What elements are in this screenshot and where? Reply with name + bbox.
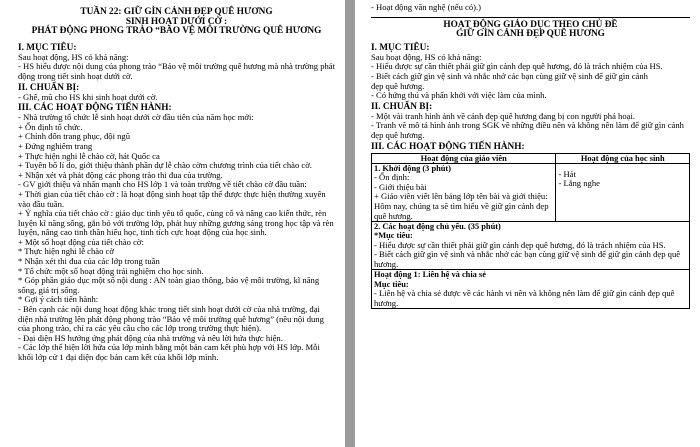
text-line: - Đại diện HS hưởng ứng phát động của nhà trường và nêu lời hứa thực hiện. bbox=[18, 332, 283, 343]
text-line: - Các lớp thể hiện lời hứa của lớp mình bằng một bản cam kết phù hợp với HS lớp. Mỗi khối lớp cử 1 đại diện đọc bản cam kết của khối lớp mình. bbox=[18, 342, 320, 362]
document-page-right bbox=[355, 0, 700, 447]
table-header-student: Hoạt động của học sinh bbox=[556, 153, 690, 163]
text-line: + Thực hiện nghi lễ chào cờ, hát Quốc ca bbox=[18, 150, 160, 161]
section-heading-objectives: I. MỤC TIÊU: bbox=[18, 42, 77, 53]
row-body bbox=[374, 241, 687, 270]
text-line: - Biết cách giữ gìn vệ sinh và nhắc nhở các bạn cùng giữ vệ sinh để giữ gìn cảnh bbox=[371, 70, 648, 81]
section-objectives-body bbox=[18, 53, 335, 82]
text-line: - Hát bbox=[558, 168, 576, 179]
text-line: + Một số hoạt động của tiết chào cờ: bbox=[18, 236, 144, 247]
student-activity-list bbox=[558, 164, 687, 189]
text-line: * Tổ chức một số hoạt động trải nghiệm cho học sinh. bbox=[18, 265, 204, 276]
text-line: - HS hiểu được nội dung của phong trào “Bảo vệ môi trường quê hương mà nhà trường phát động trong tiết sinh hoạt dưới cờ. bbox=[18, 61, 335, 81]
text-line: - Hiểu được sự cần thiết phải giữ gìn cảnh đẹp quê hương, đó là trách nhiệm của HS. bbox=[371, 61, 663, 72]
row-subtitle: Mục tiêu: bbox=[374, 279, 409, 289]
text-line: - Biết cách giữ gìn vệ sinh và nhắc nhở các bạn cùng giữ vệ sinh để giữ gìn cảnh đẹp quê hương. bbox=[374, 249, 681, 269]
text-line: * Gợi ý cách tiến hành: bbox=[18, 294, 99, 305]
text-line: đẹp quê hương. bbox=[371, 80, 425, 91]
section-activities-body bbox=[18, 113, 335, 362]
section-heading-activities: III. CÁC HOẠT ĐỘNG TIẾN HÀNH: bbox=[371, 141, 525, 152]
text-line: * Góp phần giáo dục một số nội dung : AN toàn giao thông, bảo vệ môi trường, kĩ năng sống, giá trị sống. bbox=[18, 275, 320, 295]
doc-title-line: TUẦN 22: GIỮ GÌN CẢNH ĐẸP QUÊ HƯƠNG bbox=[80, 7, 273, 17]
doc-title-line: SINH HOẠT DƯỚI CỜ : bbox=[125, 16, 228, 27]
teacher-activity-list bbox=[374, 173, 553, 221]
text-line: + Đứng nghiêm trang bbox=[18, 140, 93, 151]
text-line: + Giáo viên viết lên bảng lớp tên bài và giới thiệu: Hôm nay, chúng ta sẽ tìm hiểu về giữ gìn cảnh đẹp quê hương. bbox=[374, 191, 549, 221]
section-heading-activities: III. CÁC HOẠT ĐỘNG TIẾN HÀNH: bbox=[18, 103, 172, 114]
text-line: - Có hứng thú và phấn khởi với việc làm của mình. bbox=[371, 90, 547, 101]
text-line: + Ổn định tổ chức. bbox=[18, 121, 83, 132]
text-line: - Nhà trường tổ chức lễ sinh hoạt dưới cờ đầu tiên của năm học mới: bbox=[18, 112, 254, 123]
text-line: * Thực hiện nghi lễ chào cờ bbox=[18, 246, 114, 257]
text-line: - GV giới thiệu và nhấn mạnh cho HS lớp 1 và toàn trường về tiết chào cờ đầu tuần: bbox=[18, 179, 307, 190]
text-line: Sau hoạt động, HS có khả năng: bbox=[18, 51, 129, 62]
text-line: - Lắng nghe bbox=[558, 178, 600, 189]
row-body bbox=[374, 289, 687, 308]
doc-title-line: GIỮ GÌN CẢNH ĐẸP QUÊ HƯƠNG bbox=[456, 29, 605, 40]
text-line: + Tuyên bố lí do, giới thiệu thành phần dự lễ chào cờm chương trình của tiết chào cờ. bbox=[18, 160, 312, 171]
row-subtitle: *Mục tiêu: bbox=[374, 231, 413, 241]
table-cell-span bbox=[372, 222, 690, 270]
doc-title-line: PHÁT ĐỘNG PHONG TRÀO “BẢO VỆ MÔI TRƯỜNG QUÊ HƯƠNG bbox=[31, 26, 322, 37]
text-line: + Nhận xét và phát động các phong trào thi đua của trường. bbox=[18, 169, 223, 180]
table-cell-span bbox=[372, 270, 690, 309]
text-line: * Nhận xét thi đua của các lớp trong tuần bbox=[18, 256, 160, 267]
section-objectives-body bbox=[371, 53, 690, 101]
doc-title-line: HOẠT ĐỘNG GIÁO DỤC THEO CHỦ ĐỀ bbox=[443, 19, 618, 30]
section-heading-preparation: II. CHUẨN BỊ: bbox=[18, 82, 80, 93]
section-preparation-body bbox=[371, 112, 690, 141]
document-page-left bbox=[0, 0, 345, 447]
text-line: - Một vài tranh hình ảnh về cảnh đẹp quê hương đang bị con người phá hoại. bbox=[371, 110, 635, 121]
text-line: + Thời gian của tiết chào cờ : là hoạt động sinh hoạt tập thể được thực hiện thường xuyên vào đầu tuần. bbox=[18, 188, 326, 209]
table-header-teacher: Hoạt động của giáo viên bbox=[372, 153, 556, 163]
row-title: 1. Khởi động (3 phút) bbox=[374, 163, 452, 173]
row-title: 2. Các hoạt động chủ yếu. (35 phút) bbox=[374, 222, 501, 232]
text-line: - Ổn định: bbox=[374, 172, 410, 183]
section-preparation-body bbox=[18, 93, 335, 103]
text-line: - Bên cạnh các nội dung hoạt động khác trong tiết sinh hoạt dưới cờ của nhà trường, đại diện nhà trường lên phát động phong trào “Bảo vệ môi trường quê hương” (nêu nội dung của phong trào, chỉ ra các yêu cầu cho các lớp trong trường thực hiện). bbox=[18, 304, 324, 334]
text-line: - Hiểu được sự cần thiết phải giữ gìn cảnh đẹp quê hương, đó là trách nhiệm của HS. bbox=[374, 239, 666, 250]
text-line: + Ý nghĩa của tiết chào cờ : giáo dục tinh yêu tổ quốc, củng cố và nâng cao kiến thức, rèn luyện kĩ năng sống, gắn bó với trường lớp, phát huy những gương sáng trong học tập và rèn luyện, nâng cao tinh thần hiếu học, tinh tích cực hoạt động của học sinh. bbox=[18, 208, 334, 238]
activities-table bbox=[371, 153, 690, 310]
text-line: - Ghế, mũ cho HS khi sinh hoạt dưới cờ. bbox=[18, 91, 158, 102]
text-line: - Liên hệ và chia sẻ được về các hành vi nên và không nên làm để giữ gìn cảnh đẹp quê hương. bbox=[374, 288, 675, 308]
table-cell-student bbox=[556, 163, 690, 221]
text-line: - Giới thiệu bài bbox=[374, 181, 427, 192]
text-line: - Tranh vẽ mô tả hình ảnh trong SGK về những điều nên và không nên làm để giữ gìn cảnh đẹp quê hương. bbox=[371, 120, 684, 140]
text-line: + Chỉnh đốn trang phục, đội ngũ bbox=[18, 131, 131, 142]
section-heading-preparation: II. CHUẨN BỊ: bbox=[371, 101, 433, 112]
text-line: Sau hoạt động, HS có khả năng: bbox=[371, 51, 482, 62]
section-heading-objectives: I. MỤC TIÊU: bbox=[371, 42, 430, 53]
continued-line: - Hoạt động văn nghệ (nếu có).) bbox=[371, 2, 482, 12]
table-cell-teacher bbox=[372, 163, 556, 221]
divider bbox=[371, 17, 690, 18]
row-title: Hoạt động 1: Liên hệ và chia sẻ bbox=[374, 270, 486, 280]
